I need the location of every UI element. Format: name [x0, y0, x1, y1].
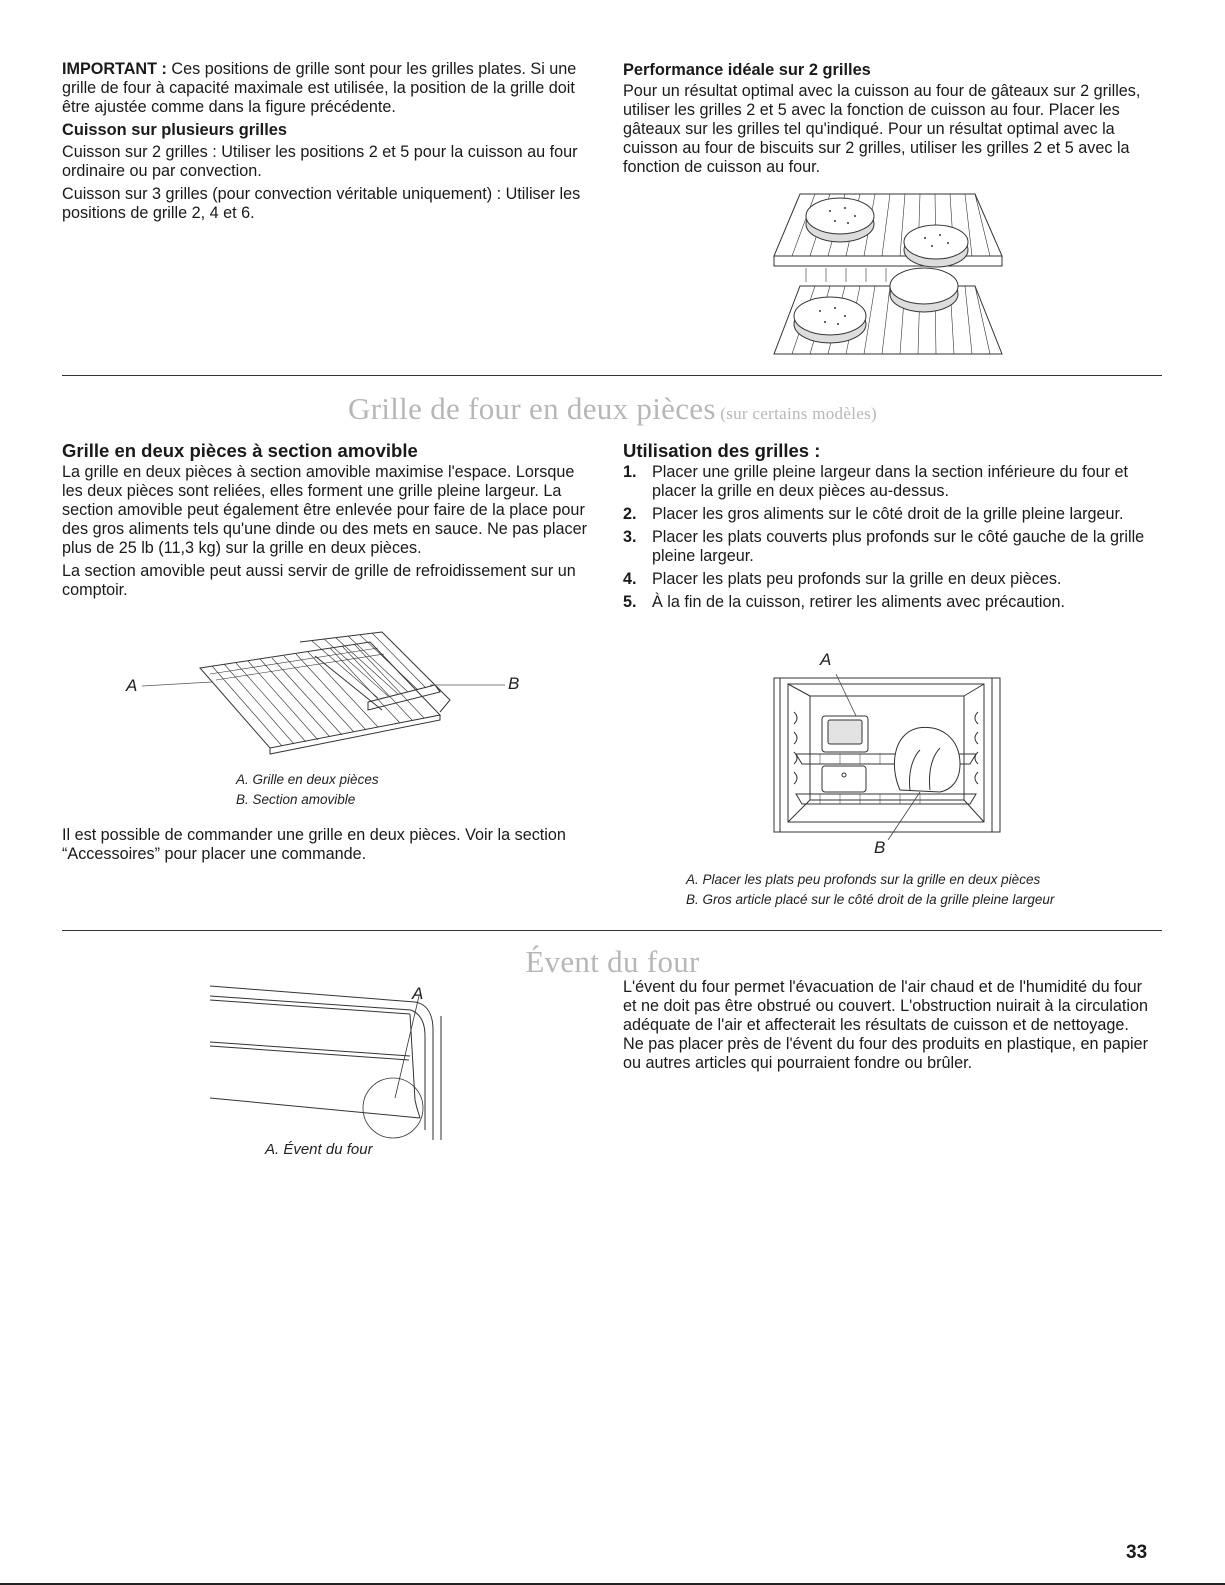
- section-divider-1: [62, 375, 1162, 376]
- step-item: [623, 528, 1158, 566]
- rack-usage-steps: [623, 463, 1158, 612]
- section-title-main: Grille de four en deux pièces: [348, 391, 716, 426]
- step-item: [623, 505, 1158, 524]
- rack-caption-b: B. Section amovible: [236, 792, 356, 807]
- rack-caption-a: A. Grille en deux pièces: [236, 772, 379, 787]
- performance-block: [623, 60, 1158, 177]
- step-number: 2.: [623, 505, 637, 523]
- important-block: [62, 60, 592, 223]
- multi-rack-paragraph-2: Cuisson sur 3 grilles (pour convection véritable uniquement) : Utiliser les positions de grille 2, 4 et 6.: [62, 185, 581, 222]
- step-text: Placer les gros aliments sur le côté droit de la grille pleine largeur.: [652, 505, 1124, 523]
- oven-label-b: B: [874, 838, 886, 857]
- oven-caption-b: B. Gros article placé sur le côté droit de la grille pleine largeur: [686, 892, 1055, 907]
- two-piece-rack-illustration: [120, 630, 530, 760]
- step-number: 4.: [623, 570, 637, 588]
- multi-rack-heading: Cuisson sur plusieurs grilles: [62, 121, 287, 139]
- two-piece-rack-paragraph-2: La section amovible peut aussi servir de grille de refroidissement sur un comptoir.: [62, 562, 576, 599]
- two-piece-rack-heading: Grille en deux pièces à section amovible: [62, 440, 418, 461]
- rack-label-a: A: [126, 676, 138, 695]
- step-item: [623, 570, 1158, 589]
- step-text: Placer les plats peu profonds sur la grille en deux pièces.: [652, 570, 1062, 588]
- section-title-oven-vent: [0, 944, 1225, 980]
- vent-caption: A. Évent du four: [265, 1141, 373, 1158]
- step-item: [623, 593, 1158, 612]
- two-piece-rack-block: [62, 440, 592, 600]
- oven-caption-a: A. Placer les plats peu profonds sur la grille en deux pièces: [686, 872, 1041, 887]
- rack-usage-block: [623, 440, 1158, 616]
- oven-label-a: A: [820, 650, 832, 669]
- oven-vent-paragraph: L'évent du four permet l'évacuation de l'air chaud et de l'humidité du four et ne doit pas être obstrué ou couvert. L'obstruction nuirait à la circulation adéquate de l'air et affecterait les résultats de cuisson et de nettoyage. Ne pas placer près de l'évent du four des produits en plastique, en papier ou autres articles qui pourraient fondre ou brûler.: [623, 978, 1149, 1072]
- important-text: Ces positions de grille sont pour les grilles plates. Si une grille de four à capacité maximale est utilisée, la position de la grille doit être ajustée comme dans la figure précédente.: [62, 60, 577, 116]
- step-number: 5.: [623, 593, 637, 611]
- step-item: [623, 463, 1158, 501]
- step-number: 3.: [623, 528, 637, 546]
- step-text: Placer les plats couverts plus profonds sur le côté gauche de la grille pleine largeur.: [652, 528, 1145, 565]
- section-title-two-piece-rack: [0, 391, 1225, 427]
- performance-heading: Performance idéale sur 2 grilles: [623, 61, 871, 79]
- vent-label-a: A: [412, 984, 424, 1003]
- section-title-vent: Évent du four: [525, 944, 700, 979]
- step-number: 1.: [623, 463, 637, 481]
- page-number: 33: [1126, 1542, 1148, 1563]
- oven-interior-illustration: [770, 672, 1005, 834]
- important-label: IMPORTANT :: [62, 60, 167, 78]
- cakes-on-racks-illustration: [770, 186, 1005, 358]
- section-title-sub: (sur certains modèles): [715, 404, 877, 423]
- rack-usage-heading: Utilisation des grilles :: [623, 440, 821, 461]
- order-rack-paragraph: Il est possible de commander une grille en deux pièces. Voir la section “Accessoires” pour placer une commande.: [62, 826, 566, 863]
- step-text: À la fin de la cuisson, retirer les aliments avec précaution.: [652, 593, 1065, 611]
- multi-rack-paragraph-1: Cuisson sur 2 grilles : Utiliser les positions 2 et 5 pour la cuisson au four ordinaire ou par convection.: [62, 143, 578, 180]
- oven-vent-illustration: [205, 980, 455, 1145]
- important-paragraph: [62, 60, 592, 117]
- step-text: Placer une grille pleine largeur dans la section inférieure du four et placer la grille en deux pièces au-dessus.: [652, 463, 1129, 500]
- section-divider-2: [62, 930, 1162, 931]
- oven-caption: [686, 870, 1054, 910]
- two-piece-rack-paragraph-1: La grille en deux pièces à section amovible maximise l'espace. Lorsque les deux pièces sont reliées, elles forment une grille pleine largeur. La section amovible peut également être enlevée pour faire de la place pour des gros aliments tels qu'une dinde ou des mets en sauce. Ne pas placer plus de 25 lb (11,3 kg) sur la grille en deux pièces.: [62, 463, 587, 557]
- performance-paragraph: Pour un résultat optimal avec la cuisson au four de gâteaux sur 2 grilles, utiliser les grilles 2 et 5 avec la fonction de cuisson au four. Placer les gâteaux sur les grilles tel qu'indiqué. Pour un résultat optimal avec la cuisson au four de biscuits sur 2 grilles, utiliser les grilles 2 et 5 avec la fonction de cuisson au four.: [623, 82, 1141, 176]
- rack-caption: [236, 770, 379, 810]
- rack-label-b: B: [508, 674, 520, 693]
